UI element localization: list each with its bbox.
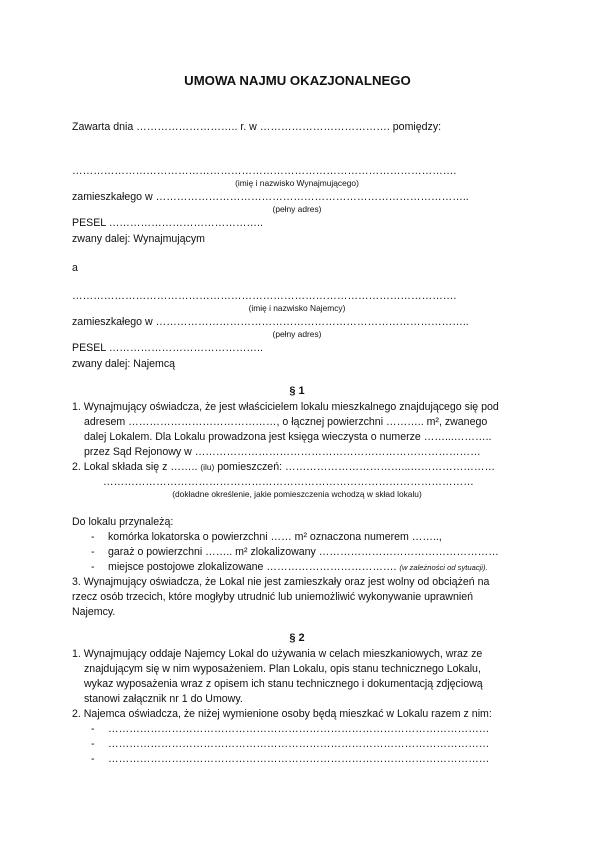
tenant-name-line: ………………………………………………………………………………………………. xyxy=(72,290,457,302)
s1-belongs-item-storage: komórka lokatorska o powierzchni …… m² oznaczona numerem …….., xyxy=(108,531,442,543)
s1-point-2-ilu: (ilu) xyxy=(200,462,215,472)
tenant-called-line: zwany dalej: Najemcą xyxy=(72,358,176,370)
landlord-name-line: ………………………………………………………………………………………………. xyxy=(72,165,457,177)
s2-point-1-line-3: wykaz wyposażenia wraz z opisem ich stanu technicznego i dokumentacją zdjęciową xyxy=(84,678,483,690)
list-dash: - xyxy=(91,546,95,558)
s1-parking-text: miejsce postojowe zlokalizowane ………………………………. xyxy=(108,561,397,573)
s1-point-1-line-1: 1. Wynajmujący oświadcza, że jest właścicielem lokalu mieszkalnego znajdującego się pod xyxy=(72,401,499,413)
s1-point-2-line-1 xyxy=(72,461,495,474)
contract-date-place-line: Zawarta dnia ……………………….. r. w ………………………………. pomiędzy: xyxy=(72,121,442,133)
list-dash: - xyxy=(91,753,95,765)
s2-person-line: ……………………………………………………………………………………………… xyxy=(108,723,490,735)
section-2-heading: § 2 xyxy=(289,632,305,644)
list-dash: - xyxy=(91,531,95,543)
s2-point-2-line-1: 2. Najemca oświadcza, że niżej wymienione osoby będą mieszkać w Lokalu razem z nim: xyxy=(72,708,492,720)
s2-point-1-line-2: znajdującym się w nim wyposażeniem. Plan Lokalu, opis stanu technicznego Lokalu, xyxy=(84,663,481,675)
section-1-heading: § 1 xyxy=(289,385,305,397)
list-dash: - xyxy=(91,738,95,750)
s1-point-3-line-3: Najemcy. xyxy=(72,606,116,618)
s1-point-3-line-1: 3. Wynajmujący oświadcza, że Lokal nie jest zamieszkały oraz jest wolny od obciążeń na xyxy=(72,576,490,588)
s2-point-1-line-1: 1. Wynajmujący oddaje Najemcy Lokal do używania w celach mieszkaniowych, wraz ze xyxy=(72,648,483,660)
tenant-pesel-line: PESEL …………………………………….. xyxy=(72,342,263,354)
s1-point-1-line-3: dalej Lokalem. Dla Lokalu prowadzona jest księga wieczysta o numerze ……...……….. xyxy=(84,431,492,443)
s1-point-2-text-b: pomieszczeń: ……………………………...…………………… xyxy=(214,461,496,473)
s1-parking-note: (w zależności od sytuacji). xyxy=(399,563,488,572)
conjunction-and: a xyxy=(72,262,78,274)
s1-point-3-line-2: rzecz osób trzecich, które mogłyby utrudnić lub uniemożliwić wykonywanie uprawnień xyxy=(72,591,473,603)
tenant-address-line: zamieszkałego w …………………………………………………………………………….. xyxy=(72,316,469,328)
s2-person-line: ……………………………………………………………………………………………… xyxy=(108,738,490,750)
document-title: UMOWA NAJMU OKAZJONALNEGO xyxy=(184,73,411,88)
s2-person-line: ……………………………………………………………………………………………… xyxy=(108,753,490,765)
s1-point-2-text-a: 2. Lokal składa się z …….. xyxy=(72,461,201,473)
list-dash: - xyxy=(91,723,95,735)
list-dash: - xyxy=(91,561,95,573)
landlord-address-line: zamieszkałego w …………………………………………………………………………….. xyxy=(72,191,469,203)
s1-point-1-line-2: adresem ……………………………………, o łącznej powierzchni ……….. m², zwanego xyxy=(84,416,488,428)
landlord-called-line: zwany dalej: Wynajmującym xyxy=(72,233,205,245)
s1-point-1-line-4: przez Sąd Rejonowy w ……………………………………………………………………… xyxy=(84,446,481,458)
s2-point-1-line-4: stanowi załącznik nr 1 do Umowy. xyxy=(84,693,243,705)
s1-belongs-item-parking xyxy=(108,561,488,574)
tenant-address-caption: (pełny adres) xyxy=(272,329,322,339)
s1-belongs-heading: Do lokalu przynależą: xyxy=(72,516,174,528)
s1-point-2-caption: (dokładne określenie, jakie pomieszczenia wchodzą w skład lokalu) xyxy=(172,489,422,499)
tenant-name-caption: (imię i nazwisko Najemcy) xyxy=(248,303,346,313)
s1-point-2-line-2: …………………………………………………………………………………………… xyxy=(103,476,474,488)
landlord-address-caption: (pełny adres) xyxy=(272,204,322,214)
s1-belongs-item-garage: garaż o powierzchni …….. m² zlokalizowany …………………………………………… xyxy=(108,546,499,558)
landlord-name-caption: (imię i nazwisko Wynajmującego) xyxy=(235,178,359,188)
landlord-pesel-line: PESEL …………………………………….. xyxy=(72,217,263,229)
